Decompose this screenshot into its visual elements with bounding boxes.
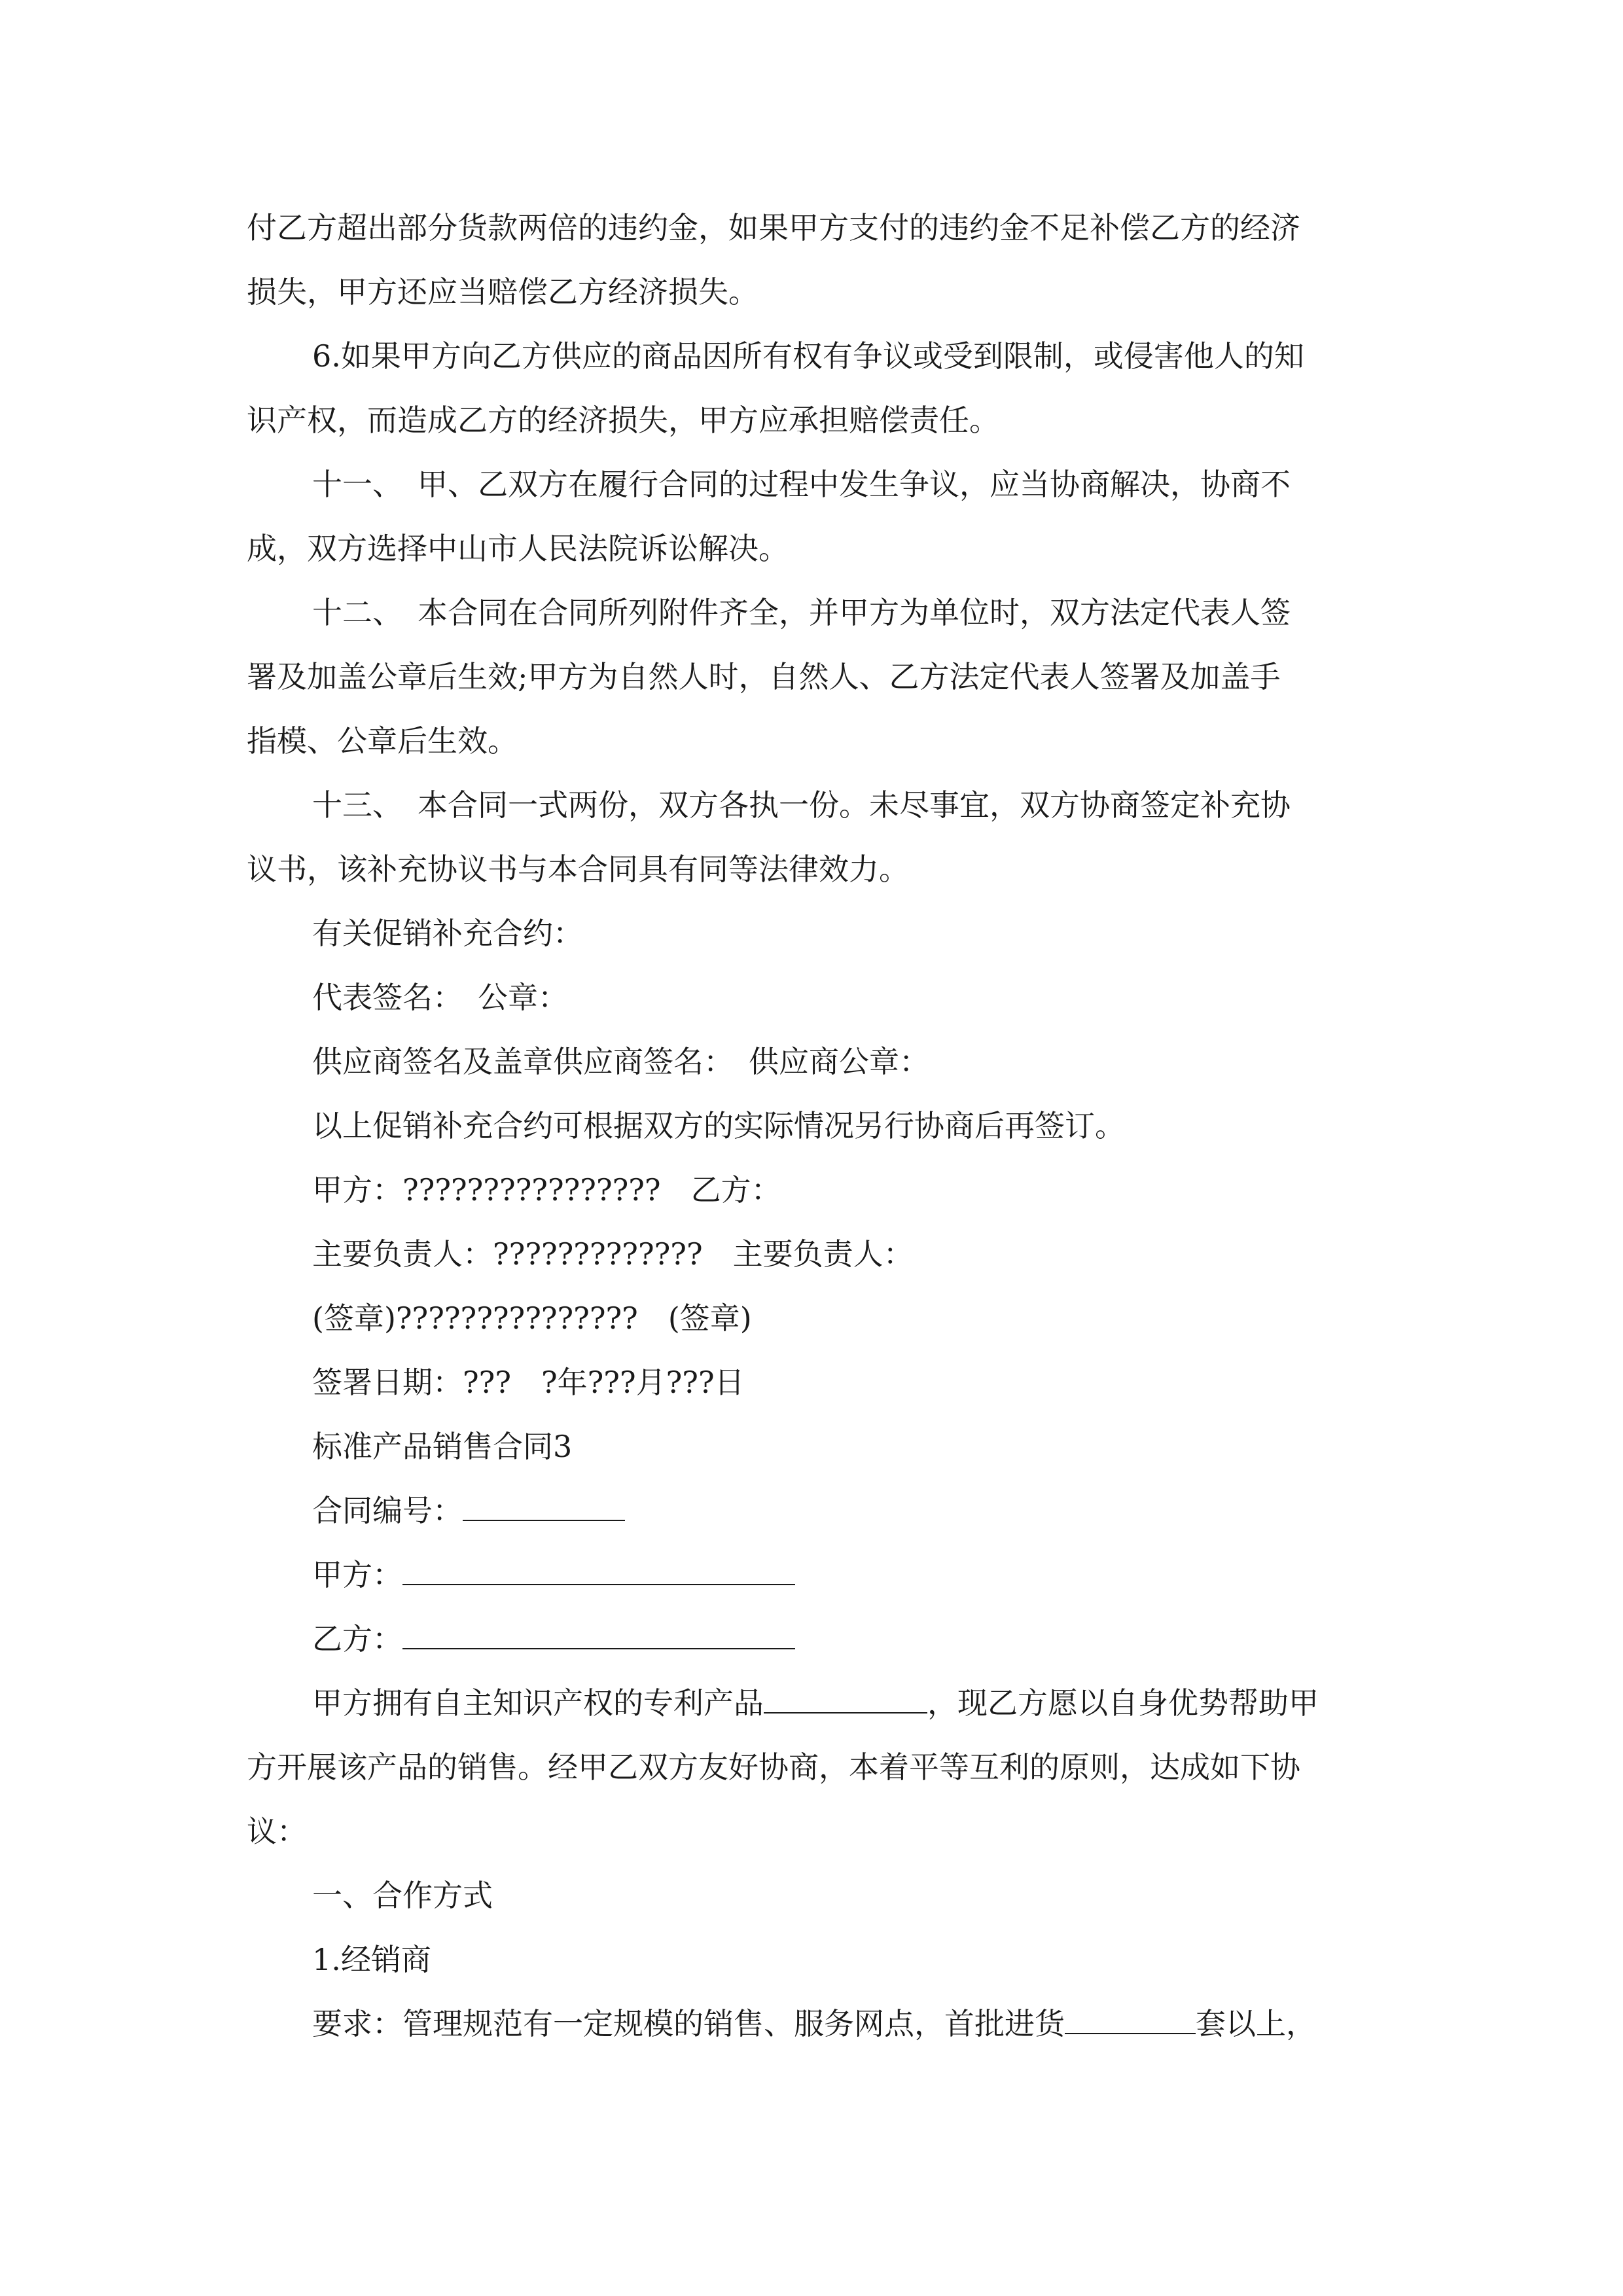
- item-heading: 1.经销商: [312, 1942, 431, 1977]
- intro-text: 甲方拥有自主知识产权的专利产品: [312, 1685, 764, 1721]
- supplier-signature-line: 供应商签名及盖章供应商签名： 供应商公章：: [312, 1044, 929, 1079]
- requirement-line: [312, 2004, 1316, 2043]
- clause-eleven: 十一、 甲、乙双方在履行合同的过程中发生争议，应当协商解决，协商不: [312, 467, 1291, 502]
- party-a-blank[interactable]: [402, 1555, 795, 1585]
- paragraph-line: 识产权，而造成乙方的经济损失，甲方应承担赔偿责任。: [247, 403, 999, 438]
- paragraph-line: 6.如果甲方向乙方供应的商品因所有权有争议或受到限制，或侵害他人的知: [312, 338, 1304, 374]
- clause-thirteen: 十三、 本合同一式两份，双方各执一份。未尽事宜，双方协商签定补充协: [312, 787, 1291, 823]
- intro-line: [312, 1683, 1319, 1723]
- supplement-note: 以上促销补充合约可根据双方的实际情况另行协商后再签订。: [312, 1108, 1125, 1143]
- contract-number-row: [312, 1491, 625, 1530]
- paragraph-line: 议：: [247, 1814, 307, 1849]
- party-a-label: 甲方：: [312, 1557, 402, 1592]
- principal-line: 主要负责人：????????????? 主要负责人：: [312, 1236, 914, 1272]
- intro-text: ，现乙方愿以自身优势帮助甲: [927, 1685, 1319, 1721]
- party-line: 甲方：???????????????? 乙方：: [312, 1172, 781, 1208]
- paragraph-line: 议书，该补充协议书与本合同具有同等法律效力。: [247, 852, 909, 887]
- requirement-text: 套以上，: [1196, 2006, 1316, 2041]
- seal-line: (签章)??????????????? (签章): [312, 1300, 752, 1336]
- contract-number-label: 合同编号：: [312, 1493, 463, 1528]
- first-order-quantity-blank[interactable]: [1065, 2004, 1196, 2034]
- party-a-row: [312, 1555, 795, 1594]
- requirement-text: 要求：管理规范有一定规模的销售、服务网点，首批进货: [312, 2006, 1065, 2041]
- section-heading: 一、合作方式: [312, 1878, 493, 1913]
- clause-twelve: 十二、 本合同在合同所列附件齐全，并甲方为单位时，双方法定代表人签: [312, 595, 1291, 630]
- contract-number-blank[interactable]: [463, 1491, 625, 1521]
- rep-signature-line: 代表签名： 公章：: [312, 980, 568, 1015]
- patent-product-blank[interactable]: [764, 1683, 927, 1713]
- paragraph-line: 成，双方选择中山市人民法院诉讼解决。: [247, 531, 789, 566]
- promo-supplement-heading: 有关促销补充合约：: [312, 916, 583, 951]
- paragraph-line: 损失，甲方还应当赔偿乙方经济损失。: [247, 274, 758, 310]
- paragraph-line: 付乙方超出部分货款两倍的违约金，如果甲方支付的违约金不足补偿乙方的经济: [247, 210, 1300, 245]
- contract-title: 标准产品销售合同3: [312, 1429, 573, 1464]
- party-b-row: [312, 1619, 795, 1659]
- paragraph-line: 署及加盖公章后生效;甲方为自然人时，自然人、乙方法定代表人签署及加盖手: [247, 659, 1281, 694]
- paragraph-line: 方开展该产品的销售。经甲乙双方友好协商，本着平等互利的原则，达成如下协: [247, 1749, 1300, 1785]
- sign-date-line: 签署日期：??? ?年???月???日: [312, 1365, 745, 1400]
- party-b-label: 乙方：: [312, 1621, 402, 1657]
- party-b-blank[interactable]: [402, 1619, 795, 1649]
- paragraph-line: 指模、公章后生效。: [247, 723, 518, 759]
